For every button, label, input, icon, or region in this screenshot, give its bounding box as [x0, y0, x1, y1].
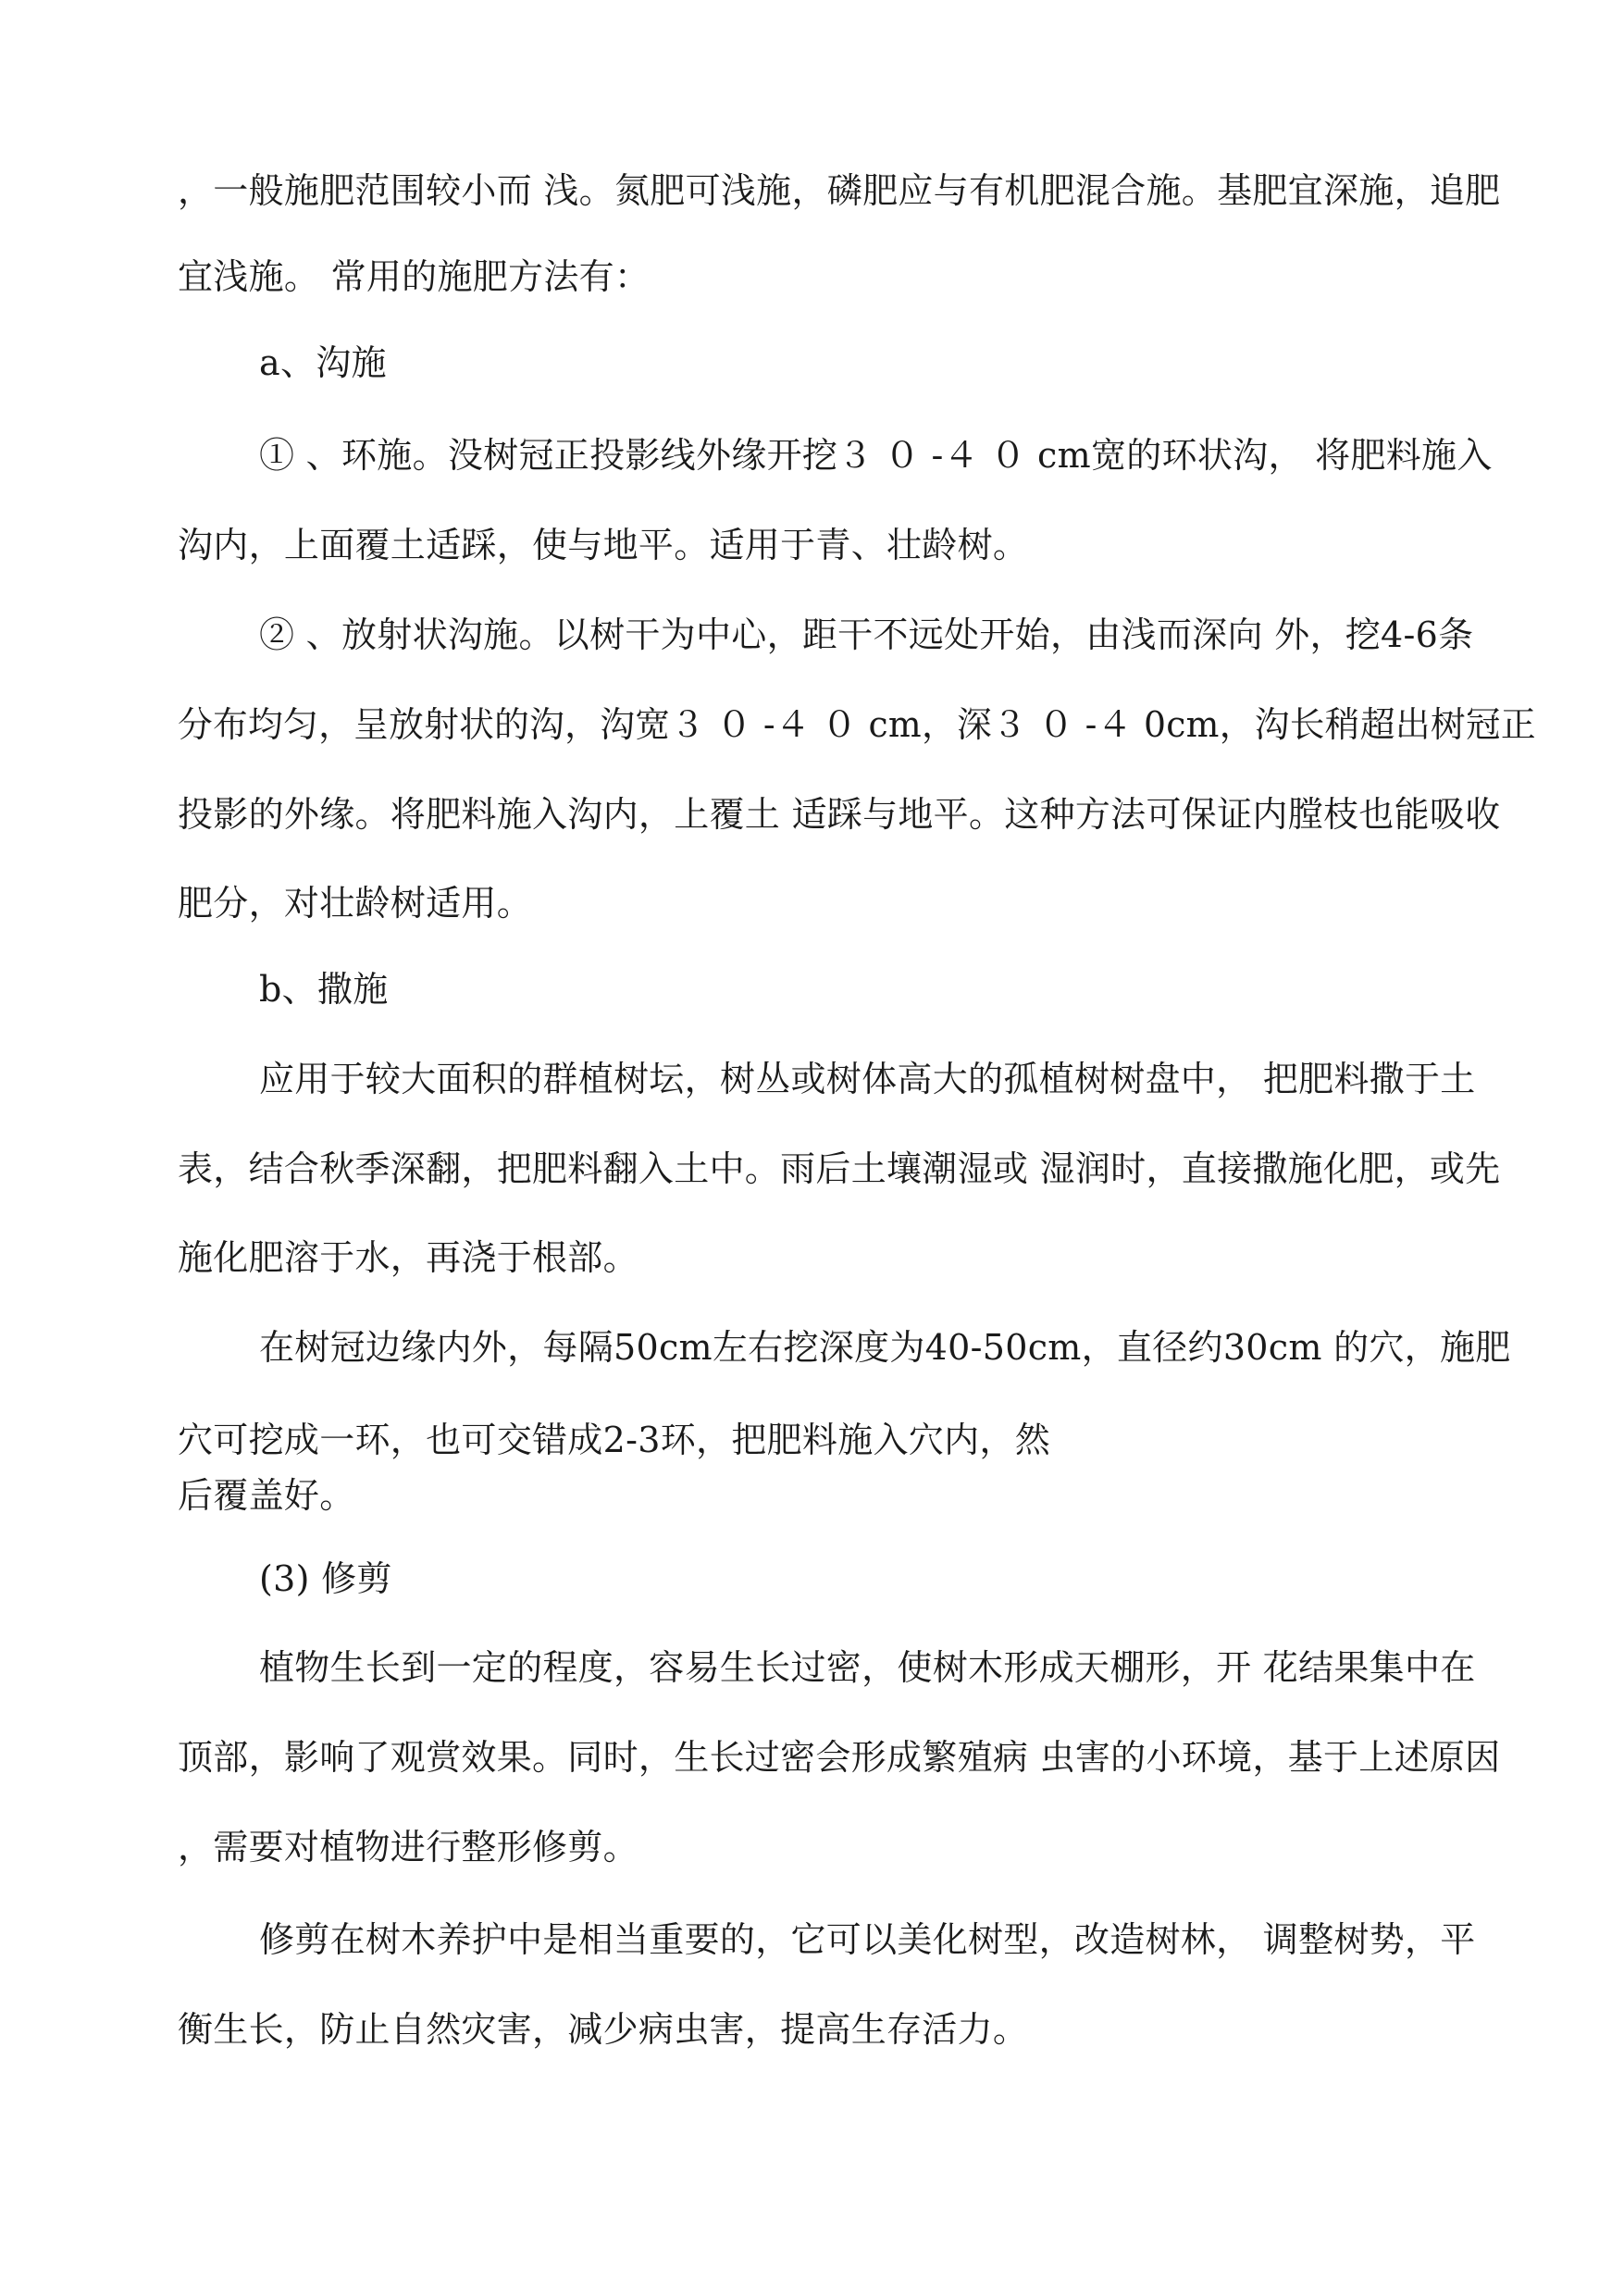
text-line: 在树冠边缘内外，每隔50cm左右挖深度为40-50cm，直径约30cm 的穴，施肥 [259, 1327, 1511, 1368]
text-line: ，一般施肥范围较小而 浅。氮肥可浅施，磷肥应与有机肥混合施。基肥宜深施，追肥 [178, 170, 1501, 211]
text-line: ② 、放射状沟施。以树干为中心，距干不远处开始，由浅而深向 外，挖4-6条 [259, 614, 1474, 655]
text-line: 分布均匀，呈放射状的沟，沟宽３ ０ -４ ０ cm，深３ ０ -４ 0cm，沟长稍超出树冠正 [178, 704, 1536, 745]
text-line: 修剪在树木养护中是相当重要的，它可以美化树型，改造树林， 调整树势，平 [259, 1919, 1476, 1960]
text-line: 顶部，影响了观赏效果。同时，生长过密会形成繁殖病 虫害的小环境，基于上述原因 [178, 1737, 1501, 1778]
text-line: ① 、环施。没树冠正投影线外缘开挖３ ０ -４ ０ cm宽的环状沟， 将肥料施入 [259, 435, 1493, 476]
section-heading: (3) 修剪 [259, 1558, 392, 1599]
text-line: 投影的外缘。将肥料施入沟内，上覆土 适踩与地平。这种方法可保证内膛枝也能吸收 [178, 794, 1501, 835]
text-line: 沟内，上面覆土适踩，使与地平。适用于青、壮龄树。 [178, 525, 1029, 565]
text-line: 肥分，对壮龄树适用。 [178, 883, 533, 924]
text-line: ，需要对植物进行整形修剪。 [178, 1827, 638, 1867]
text-line: 衡生长，防止自然灾害，减少病虫害，提高生存活力。 [178, 2009, 1029, 2050]
text-line: 应用于较大面积的群植树坛，树丛或树体高大的孤植树树盘中， 把肥料撒于土 [259, 1059, 1476, 1099]
subheading-b: b、撒施 [259, 969, 389, 1010]
subheading-a: a、沟施 [259, 342, 387, 383]
text-line: 施化肥溶于水，再浇于根部。 [178, 1237, 638, 1278]
text-line: 植物生长到一定的程度，容易生长过密，使树木形成天棚形，开 花结果集中在 [259, 1647, 1476, 1688]
text-line: 穴可挖成一环，也可交错成2-3环，把肥料施入穴内，然 [178, 1420, 1050, 1460]
text-line: 宜浅施。 常用的施肥方法有： [178, 256, 651, 297]
text-line: 表，结合秋季深翻，把肥料翻入土中。雨后土壤潮湿或 湿润时，直接撒施化肥，或先 [178, 1148, 1501, 1189]
text-line: 后覆盖好。 [178, 1475, 355, 1516]
